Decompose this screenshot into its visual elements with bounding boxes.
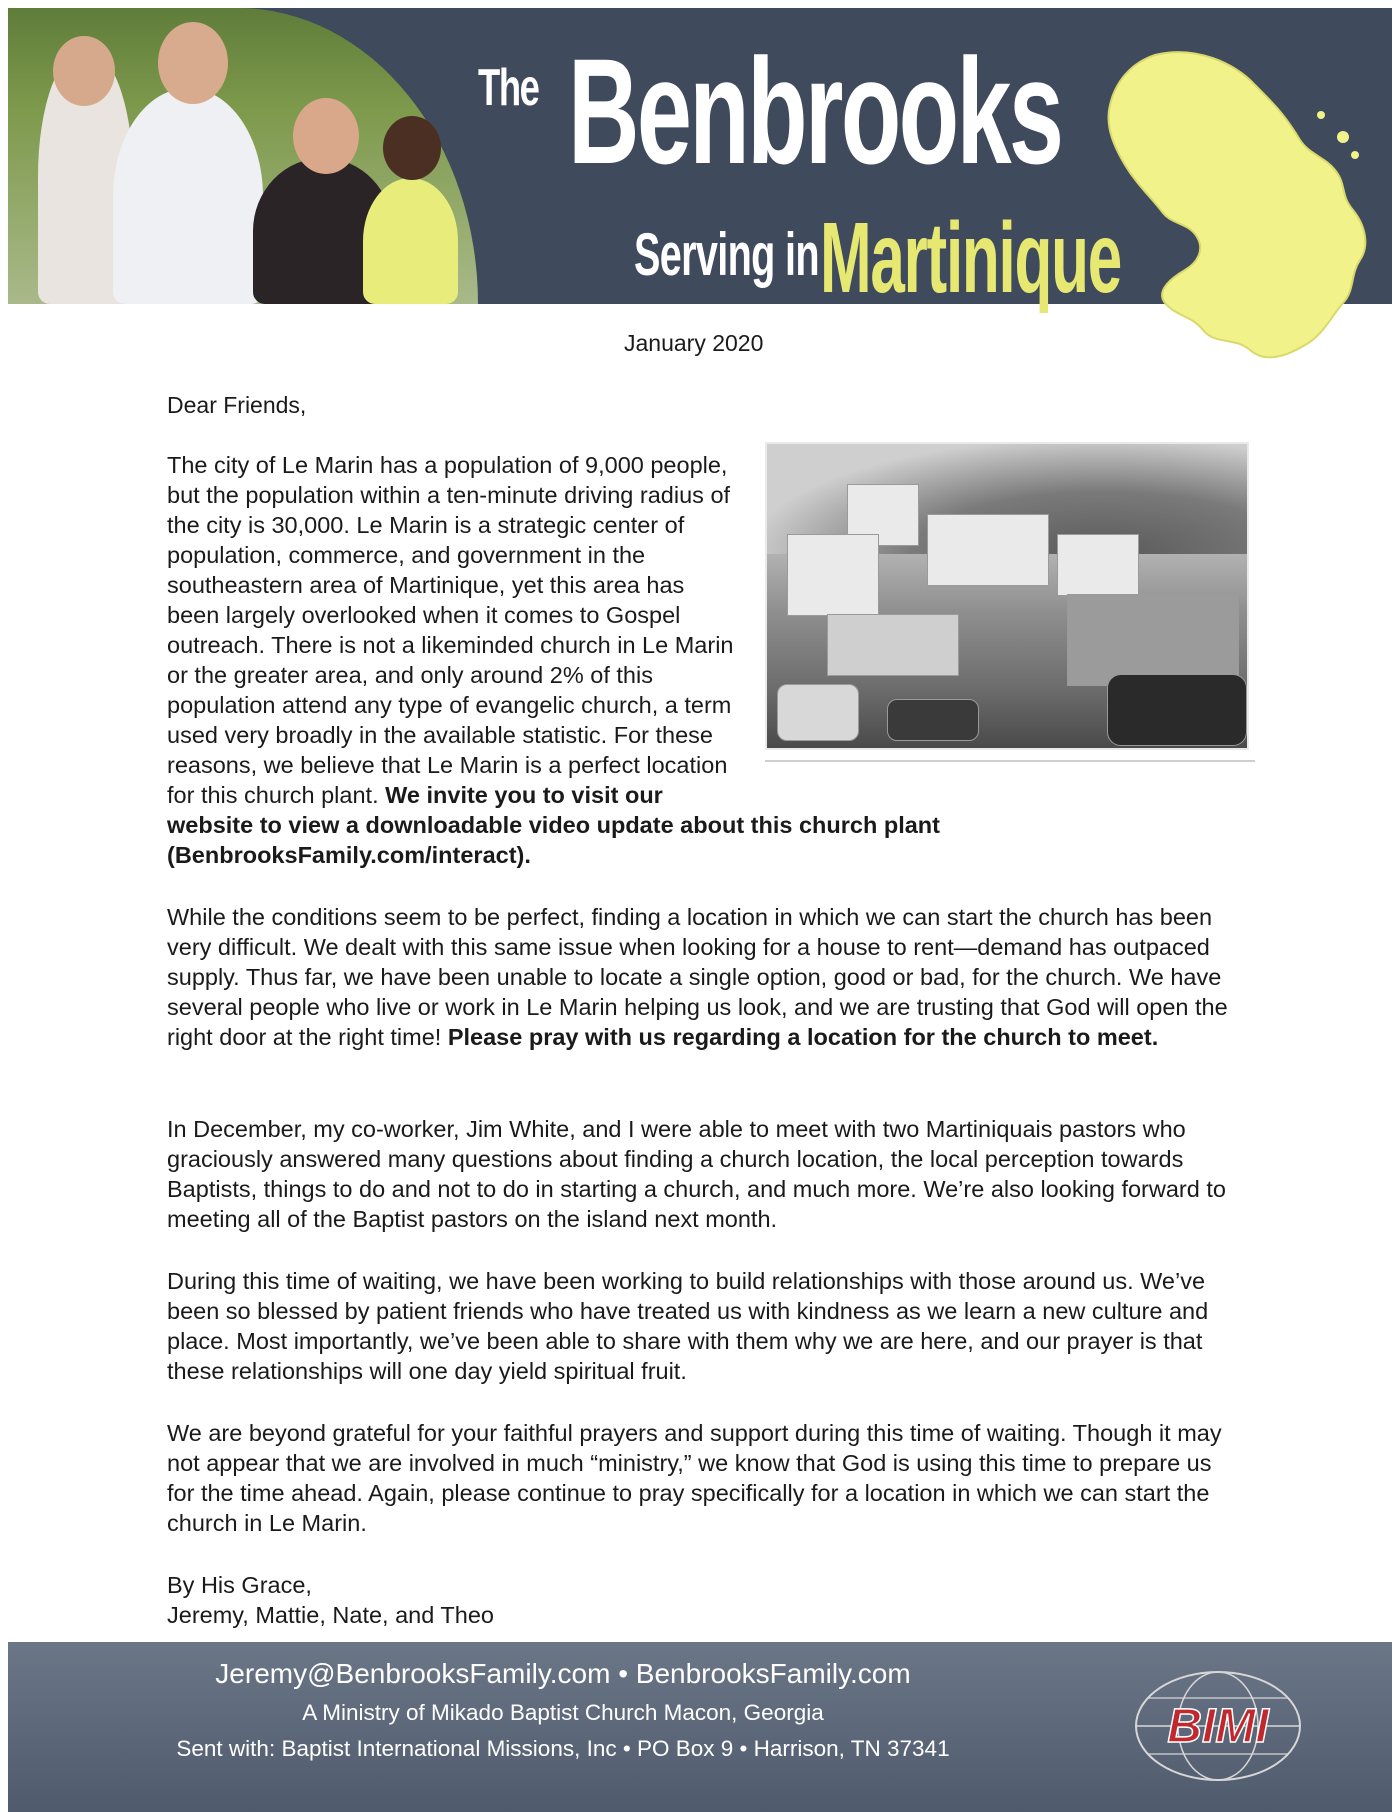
title-the: The (478, 59, 539, 117)
letter-date: January 2020 (624, 330, 764, 356)
footer-banner (8, 1642, 1392, 1812)
ministry-line: A Ministry of Mikado Baptist Church Macon, Georgia (302, 1700, 824, 1725)
family-member-figure (293, 98, 359, 174)
martinique-map-icon (1085, 45, 1375, 365)
family-member-figure (158, 22, 228, 104)
building (927, 514, 1049, 586)
paragraph-3: In December, my co-worker, Jim White, and I were able to meet with two Martiniquais pastors who graciously answered many questions about finding a church location, the local perception towards Baptists, things to do and not to do in starting a church, and much more. We’re also looking forward to meeting all of the Baptist pastors on the island next month. (167, 1116, 1226, 1232)
building (1067, 594, 1239, 686)
family-member-figure (53, 36, 115, 106)
family-photo (8, 8, 478, 304)
building (1057, 534, 1139, 596)
title-country: Martinique (820, 202, 1122, 314)
parked-car (1107, 674, 1247, 746)
building (787, 534, 879, 616)
svg-text:BIMI: BIMI (1167, 1700, 1269, 1753)
mission-address-line: Sent with: Baptist International Missions, Inc • PO Box 9 • Harrison, TN 37341 (176, 1736, 950, 1761)
family-member-figure (383, 116, 441, 180)
contact-line: Jeremy@BenbrooksFamily.com • BenbrooksFamily.com (215, 1658, 911, 1689)
parked-car (887, 699, 979, 741)
le-marin-photo (765, 442, 1257, 780)
parked-car (777, 684, 859, 741)
paragraph-1 (167, 450, 1237, 870)
family-member-figure (113, 88, 263, 304)
closing-line: By His Grace, (167, 1572, 312, 1598)
building (827, 614, 959, 676)
paragraph-4: During this time of waiting, we have been working to build relationships with those around us. We’ve been so blessed by patient friends who have treated us with kindness as we learn a new culture and place. Most importantly, we’ve been able to share with them why we are here, and our prayer is that these relationships will one day yield spiritual fruit. (167, 1268, 1209, 1384)
bimi-logo-icon (1128, 1666, 1308, 1786)
closing (167, 1570, 494, 1630)
title-family-name: Benbrooks (568, 27, 1062, 195)
paragraph-1-bold: We invite you to visit our website to view a downloadable video update about this church plant (BenbrooksFamily.com/interact). (167, 782, 940, 868)
title-serving-in: Serving in (634, 221, 819, 288)
paragraph-5: We are beyond grateful for your faithful prayers and support during this time of waiting. Though it may not appear that we are involved in much “ministry,” we know that God is using this time to prepare us for the time ahead. Again, please continue to pray specifically for a location in which we can start the church in Le Marin. (167, 1420, 1222, 1536)
family-member-figure (363, 178, 458, 304)
salutation: Dear Friends, (167, 392, 307, 418)
signature-names: Jeremy, Mattie, Nate, and Theo (167, 1602, 494, 1628)
paragraph-2-text: While the conditions seem to be perfect, finding a location in which we can start the church has been very difficult. We dealt with this same issue when looking for a house to rent—demand has outpaced supply. Thus far, we have been unable to locate a single option, good or bad, for the church. We have several people who live or work in Le Marin helping us look, and we are trusting that God will open the right door at the right time! (167, 904, 1228, 1050)
paragraph-2-bold: Please pray with us regarding a location for the church to meet. (447, 1024, 1159, 1050)
photo-caption-line (765, 760, 1255, 762)
paragraph-2 (167, 902, 1237, 1052)
paragraph-1-text: The city of Le Marin has a population of 9,000 people, but the population within a ten-minute driving radius of the city is 30,000. Le Marin is a strategic center of population, commerce, and government in the southeastern area of Martinique, yet this area has been largely overlooked when it comes to Gospel outreach. There is not a likeminded church in Le Marin or the greater area, and only around 2% of this population attend any type of evangelic church, a term used very broadly in the available statistic. For these reasons, we believe that Le Marin is a perfect location for this church plant. (167, 452, 734, 808)
town-photo-image (765, 442, 1249, 750)
